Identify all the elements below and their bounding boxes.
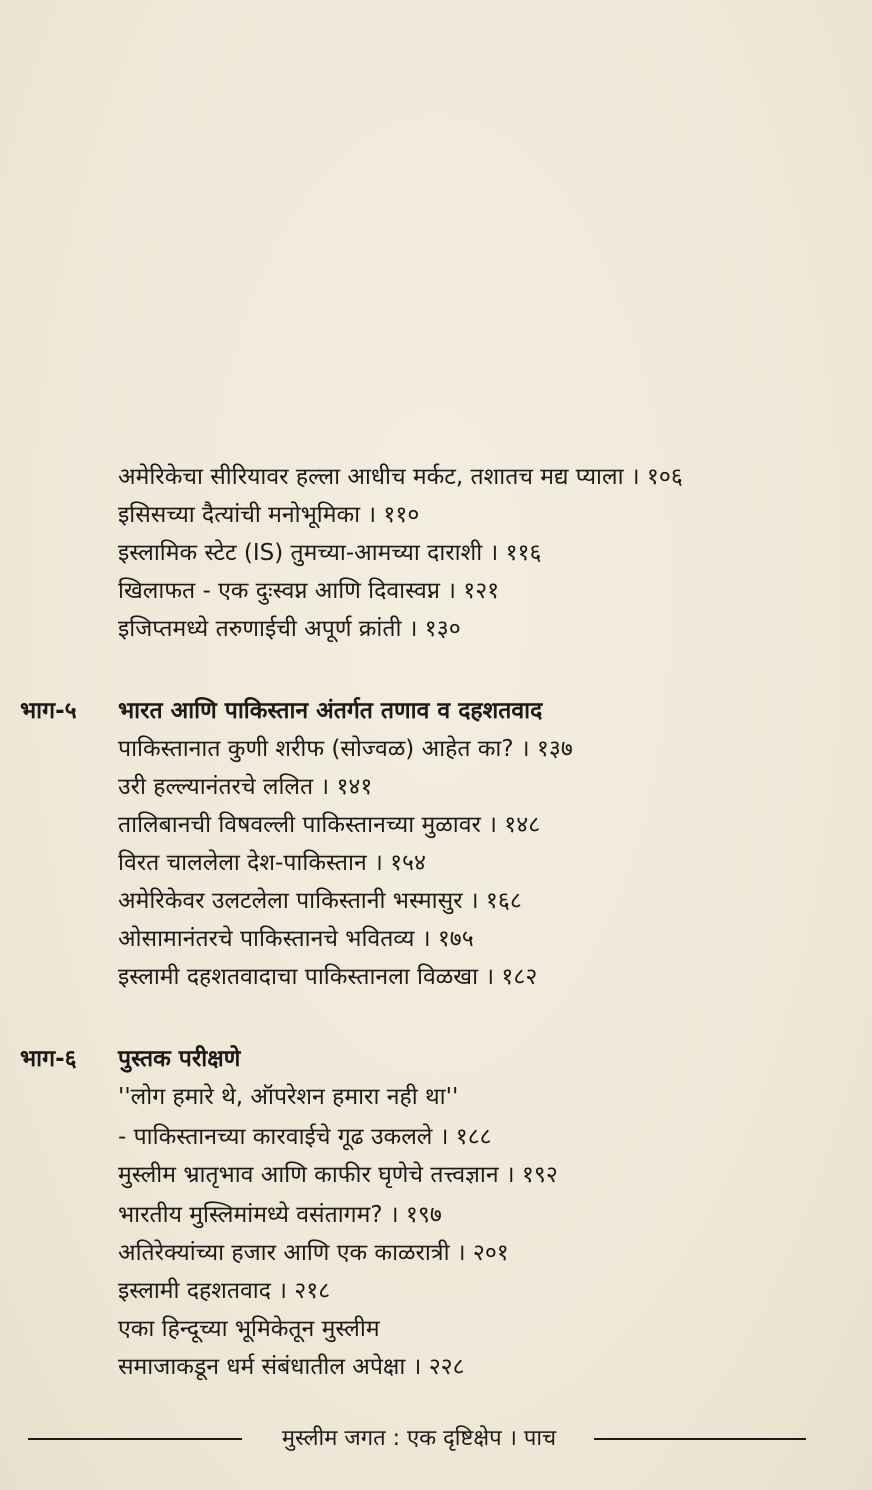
- toc-entry: इस्लामी दहशतवादाचा पाकिस्तानला विळखा । १८२: [118, 964, 538, 990]
- part-5-label: भाग-५: [20, 698, 77, 724]
- part-6-label: भाग-६: [20, 1046, 77, 1072]
- toc-entry: अमेरिकेवर उलटलेला पाकिस्तानी भस्मासुर । १६८: [118, 888, 522, 914]
- toc-entry: समाजाकडून धर्म संबंधातील अपेक्षा । २२८: [118, 1354, 465, 1380]
- toc-entry: इस्लामी दहशतवाद । २१८: [118, 1278, 331, 1304]
- part-5-heading: [20, 696, 542, 726]
- toc-entry: पाकिस्तानात कुणी शरीफ (सोज्वळ) आहेत का? । १३७: [118, 736, 573, 762]
- toc-entry: खिलाफत - एक दुःस्वप्न आणि दिवास्वप्न । १२१: [118, 578, 500, 604]
- toc-entry: ''लोग हमारे थे, ऑपरेशन हमारा नही था'': [118, 1084, 459, 1110]
- footer-text: मुस्लीम जगत : एक दृष्टिक्षेप । पाच: [281, 1426, 557, 1451]
- toc-entry: इसिसच्या दैत्यांची मनोभूमिका । ११०: [118, 502, 420, 528]
- part-6-title: पुस्तक परीक्षणे: [118, 1046, 241, 1072]
- toc-entry: भारतीय मुस्लिमांमध्ये वसंतागम? । १९७: [118, 1202, 442, 1228]
- toc-entry: तालिबानची विषवल्ली पाकिस्तानच्या मुळावर । १४८: [118, 812, 541, 838]
- toc-entry: एका हिन्दूच्या भूमिकेतून मुस्लीम: [118, 1316, 380, 1342]
- toc-entry: इस्लामिक स्टेट (IS) तुमच्या-आमच्या दाराशी । ११६: [118, 540, 542, 566]
- toc-entry: मुस्लीम भ्रातृभाव आणि काफीर घृणेचे तत्त्वज्ञान । १९२: [118, 1162, 558, 1188]
- toc-entry: अतिरेक्यांच्या हजार आणि एक काळरात्री । २०१: [118, 1240, 509, 1266]
- toc-entry: इजिप्तमध्ये तरुणाईची अपूर्ण क्रांती । १३०: [118, 616, 461, 642]
- toc-entry: उरी हल्ल्यानंतरचे ललित । १४१: [118, 774, 373, 800]
- footer-rule-left: [28, 1438, 242, 1440]
- part-5-title: भारत आणि पाकिस्तान अंतर्गत तणाव व दहशतवाद: [118, 698, 543, 724]
- footer-rule-right: [594, 1438, 806, 1440]
- toc-entry: ओसामानंतरचे पाकिस्तानचे भवितव्य । १७५: [118, 926, 474, 952]
- toc-entry: अमेरिकेचा सीरियावर हल्ला आधीच मर्कट, तशातच मद्य प्याला । १०६: [118, 464, 683, 490]
- part-6-heading: [20, 1044, 240, 1074]
- page-footer: [0, 1424, 872, 1454]
- toc-entry: विरत चाललेला देश-पाकिस्तान । १५४: [118, 850, 426, 876]
- toc-entry: - पाकिस्तानच्या कारवाईचे गूढ उकलले । १८८: [118, 1124, 492, 1150]
